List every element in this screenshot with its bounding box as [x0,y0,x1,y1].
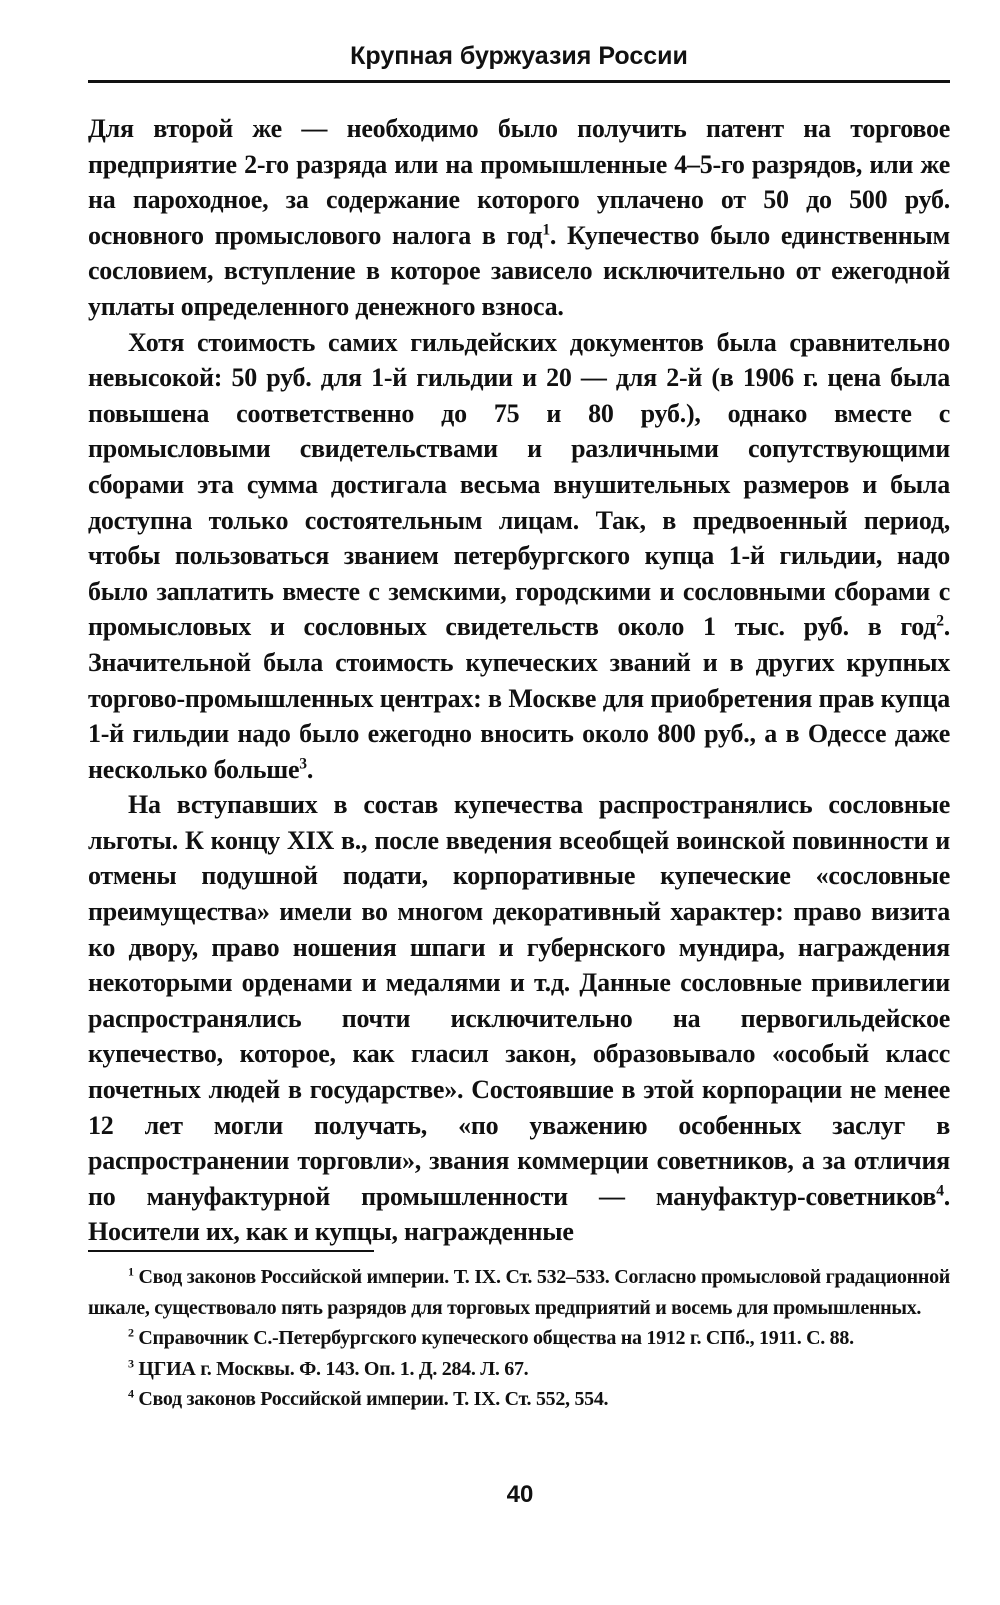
footnote-1 [88,1262,950,1323]
page-number: 40 [506,1481,534,1508]
paragraph-3-text-a: На вступавших в состав купечества распространялись сословные льготы. К концу XIX в., после введения всеобщей воинской повинности и отмены подушной подати, корпоративные купеческие «сословные преимущества» имели во многом декоративный характер: право визита ко двору, право ношения шпаги и губернского мундира, награждения некоторыми орденами и медалями и т.д. Данные сословные привилегии распространялись почти исключительно на первогильдейское купечество, которое, как гласил закон, образовывало «особый класс почетных людей в государстве». Состоявшие в этой корпорации не менее 12 лет могли получать, «по уважению особенных заслуг в распространении торговли», звания коммерции советников, а за отличия по мануфактурной промышленности — мануфактур-советников [88,790,950,1211]
footnotes [88,1262,950,1415]
main-text [88,111,950,1250]
footnote-mark-4: 4 [128,1386,134,1401]
footnote-4 [88,1384,950,1415]
paragraph-3 [88,787,950,1250]
footnote-mark-2: 2 [128,1325,134,1340]
footnote-ref-1[interactable]: 1 [542,221,550,239]
paragraph-2-text-a: Хотя стоимость самих гильдейских документов была сравнительно невысокой: 50 руб. для 1-й гильдии и 20 — для 2-й (в 1906 г. цена была повышена соответственно до 75 и 80 руб.), однако вместе с промысловыми свидетельствами и различными сопутствующими сборами эта сумма достигала весьма внушительных размеров и была доступна только состоятельным лицам. Так, в предвоенный период, чтобы пользоваться званием петербургского купца 1-й гильдии, надо было заплатить вместе с земскими, городскими и сословными сборами с промысловых и сословных свидетельств около 1 тыс. руб. в год [88,327,950,642]
footnote-3-text: ЦГИА г. Москвы. Ф. 143. Оп. 1. Д. 284. Л. 67. [138,1357,529,1380]
footnote-1-text: Свод законов Российской империи. Т. IX. Ст. 532–533. Согласно промысловой градационной шкале, существовало пять разрядов для торговых предприятий и восемь для промышленных. [88,1266,951,1319]
footnote-3 [88,1354,950,1385]
running-title: Крупная буржуазия России [350,42,688,70]
paragraph-1-text-a: Для второй же — необходимо было получить патент на торговое предприятие 2-го разряда или на промышленные 4–5-го разрядов, или же на пароходное, за содержание которого уплачено от 50 до 500 руб. основного промыслового налога в год [88,114,950,250]
footnote-ref-3[interactable]: 3 [299,755,307,773]
paragraph-2 [88,325,950,788]
header-rule [88,80,950,83]
footnote-2-text: Справочник С.-Петербургского купеческого общества на 1912 г. СПб., 1911. С. 88. [138,1327,854,1349]
footnote-ref-4[interactable]: 4 [936,1182,944,1200]
paragraph-2-text-c: . [306,754,314,784]
footnote-4-text: Свод законов Российской империи. Т. IX. Ст. 552, 554. [138,1388,609,1410]
footnote-mark-3: 3 [128,1355,134,1370]
paragraph-1 [88,111,950,325]
paragraph-2-text-b: . Значительной была стоимость купеческих званий и в других крупных торгово-промышленных центрах: в Москве для приобретения прав купца 1-й гильдии надо было ежегодно вносить около 800 руб., а в Одессе даже несколько больше [88,612,950,784]
footnote-2 [88,1323,950,1354]
paragraph-3-text-b: . Носители их, как и купцы, награжденные [88,1181,950,1247]
footnote-mark-1: 1 [128,1264,134,1279]
paragraph-1-text-b: . Купечество было единственным сословием, вступление в которое зависело исключительно от ежегодной уплаты определенного денежного взноса. [88,220,950,321]
footnote-separator [88,1250,374,1252]
footnote-ref-2[interactable]: 2 [936,612,944,630]
